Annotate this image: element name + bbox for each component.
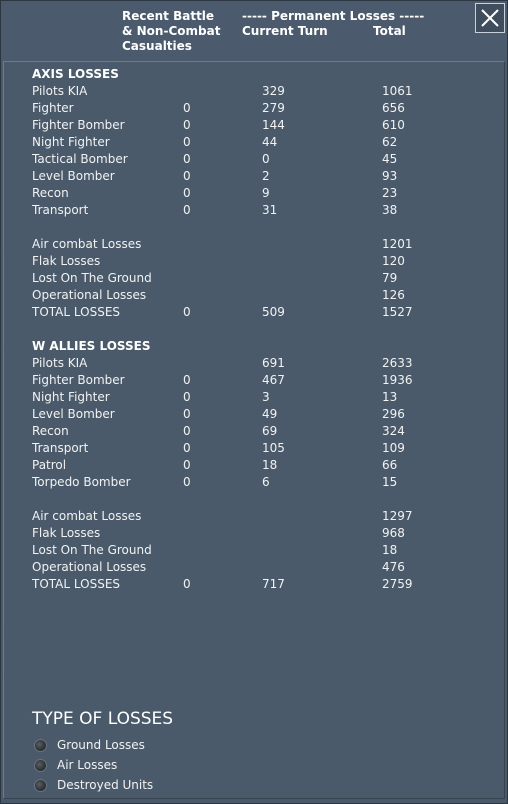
- row-total: 324: [382, 424, 405, 438]
- row-current-turn: 31: [262, 203, 278, 217]
- table-row: [1, 355, 508, 372]
- summary-row: [1, 525, 508, 542]
- table-row: [1, 423, 508, 440]
- row-label: TOTAL LOSSES: [32, 577, 121, 591]
- table-row: [1, 389, 508, 406]
- row-current-turn: 18: [262, 458, 278, 472]
- row-total: 109: [382, 441, 405, 455]
- radio-label: Ground Losses: [57, 738, 145, 752]
- table-row: [1, 440, 508, 457]
- row-recent: 0: [183, 203, 191, 217]
- row-recent: 0: [183, 424, 191, 438]
- row-label: Operational Losses: [32, 288, 147, 302]
- row-total: 15: [382, 475, 398, 489]
- table-row: [1, 474, 508, 491]
- row-label: Flak Losses: [32, 254, 101, 268]
- summary-row-total: [1, 576, 508, 593]
- row-total: 656: [382, 101, 405, 115]
- row-recent: 0: [183, 441, 191, 455]
- row-label: Pilots KIA: [32, 84, 88, 98]
- row-total: 1061: [382, 84, 413, 98]
- row-total: 23: [382, 186, 398, 200]
- row-total: 2759: [382, 577, 413, 591]
- radio-label: Air Losses: [57, 758, 118, 772]
- permanent-losses-header: ----- Permanent Losses -----: [242, 9, 425, 23]
- row-total: 610: [382, 118, 405, 132]
- row-current-turn: 49: [262, 407, 278, 421]
- radio-label: Destroyed Units: [57, 778, 154, 792]
- row-recent: 0: [183, 475, 191, 489]
- summary-row: [1, 542, 508, 559]
- row-current-turn: 509: [262, 305, 285, 319]
- radio-button-icon[interactable]: [34, 779, 47, 792]
- summary-row: [1, 236, 508, 253]
- row-label: Flak Losses: [32, 526, 101, 540]
- row-recent: 0: [183, 390, 191, 404]
- row-total: 38: [382, 203, 398, 217]
- row-label: Night Fighter: [32, 135, 110, 149]
- row-current-turn: 69: [262, 424, 278, 438]
- row-recent: 0: [183, 135, 191, 149]
- row-recent: 0: [183, 458, 191, 472]
- table-row: [1, 134, 508, 151]
- current-turn-header: Current Turn: [242, 24, 328, 38]
- table-row: [1, 151, 508, 168]
- row-label: Fighter: [32, 101, 74, 115]
- row-total: 62: [382, 135, 398, 149]
- row-label: Fighter Bomber: [32, 373, 125, 387]
- row-recent: 0: [183, 407, 191, 421]
- row-total: 120: [382, 254, 405, 268]
- row-total: 1201: [382, 237, 413, 251]
- radio-button-icon[interactable]: [34, 739, 47, 752]
- row-recent: 0: [183, 118, 191, 132]
- recent-header-line3: Casualties: [122, 39, 192, 53]
- recent-header-line1: Recent Battle: [122, 9, 215, 23]
- row-recent: 0: [183, 186, 191, 200]
- summary-row: [1, 270, 508, 287]
- row-current-turn: 2: [262, 169, 270, 183]
- row-label: Air combat Losses: [32, 237, 142, 251]
- summary-row: [1, 253, 508, 270]
- row-recent: 0: [183, 152, 191, 166]
- row-current-turn: 144: [262, 118, 285, 132]
- total-header: Total: [373, 24, 406, 38]
- allies-losses-title: W ALLIES LOSSES: [32, 339, 151, 353]
- row-total: 1527: [382, 305, 413, 319]
- row-label: Lost On The Ground: [32, 271, 152, 285]
- row-label: Transport: [32, 441, 89, 455]
- row-current-turn: 279: [262, 101, 285, 115]
- row-label: Recon: [32, 186, 69, 200]
- row-total: 45: [382, 152, 398, 166]
- row-total: 296: [382, 407, 405, 421]
- radio-button-icon[interactable]: [34, 759, 47, 772]
- row-label: Fighter Bomber: [32, 118, 125, 132]
- table-row: [1, 117, 508, 134]
- row-label: Patrol: [32, 458, 67, 472]
- row-total: 66: [382, 458, 398, 472]
- row-current-turn: 329: [262, 84, 285, 98]
- row-total: 1297: [382, 509, 413, 523]
- row-current-turn: 467: [262, 373, 285, 387]
- row-label: Night Fighter: [32, 390, 110, 404]
- row-label: Level Bomber: [32, 169, 115, 183]
- table-row: [1, 372, 508, 389]
- table-row: [1, 202, 508, 219]
- table-row: [1, 406, 508, 423]
- row-total: 476: [382, 560, 405, 574]
- row-current-turn: 44: [262, 135, 278, 149]
- table-row: [1, 457, 508, 474]
- row-label: Air combat Losses: [32, 509, 142, 523]
- row-recent: 0: [183, 305, 191, 319]
- table-row: [1, 100, 508, 117]
- row-label: Lost On The Ground: [32, 543, 152, 557]
- summary-row: [1, 559, 508, 576]
- axis-losses-title: AXIS LOSSES: [32, 67, 119, 81]
- row-total: 126: [382, 288, 405, 302]
- summary-row: [1, 508, 508, 525]
- table-row: [1, 185, 508, 202]
- row-label: Torpedo Bomber: [32, 475, 131, 489]
- row-current-turn: 0: [262, 152, 270, 166]
- recent-battle-header: [122, 9, 220, 54]
- table-row: [1, 168, 508, 185]
- row-current-turn: 691: [262, 356, 285, 370]
- row-total: 1936: [382, 373, 413, 387]
- row-current-turn: 717: [262, 577, 285, 591]
- row-label: Recon: [32, 424, 69, 438]
- row-total: 93: [382, 169, 398, 183]
- row-total: 18: [382, 543, 398, 557]
- close-icon: [480, 8, 500, 28]
- row-total: 13: [382, 390, 398, 404]
- row-total: 79: [382, 271, 398, 285]
- row-label: Tactical Bomber: [32, 152, 128, 166]
- table-row: [1, 83, 508, 100]
- row-label: Level Bomber: [32, 407, 115, 421]
- row-total: 2633: [382, 356, 413, 370]
- close-button[interactable]: [475, 3, 505, 33]
- summary-row-total: [1, 304, 508, 321]
- row-current-turn: 6: [262, 475, 270, 489]
- row-current-turn: 3: [262, 390, 270, 404]
- row-label: Operational Losses: [32, 560, 147, 574]
- row-recent: 0: [183, 373, 191, 387]
- row-total: 968: [382, 526, 405, 540]
- row-recent: 0: [183, 169, 191, 183]
- row-current-turn: 9: [262, 186, 270, 200]
- row-recent: 0: [183, 577, 191, 591]
- recent-header-line2: & Non-Combat: [122, 24, 221, 38]
- row-label: TOTAL LOSSES: [32, 305, 121, 319]
- row-recent: 0: [183, 101, 191, 115]
- row-label: Transport: [32, 203, 89, 217]
- summary-row: [1, 287, 508, 304]
- row-label: Pilots KIA: [32, 356, 88, 370]
- row-current-turn: 105: [262, 441, 285, 455]
- type-of-losses-title: TYPE OF LOSSES: [32, 709, 174, 729]
